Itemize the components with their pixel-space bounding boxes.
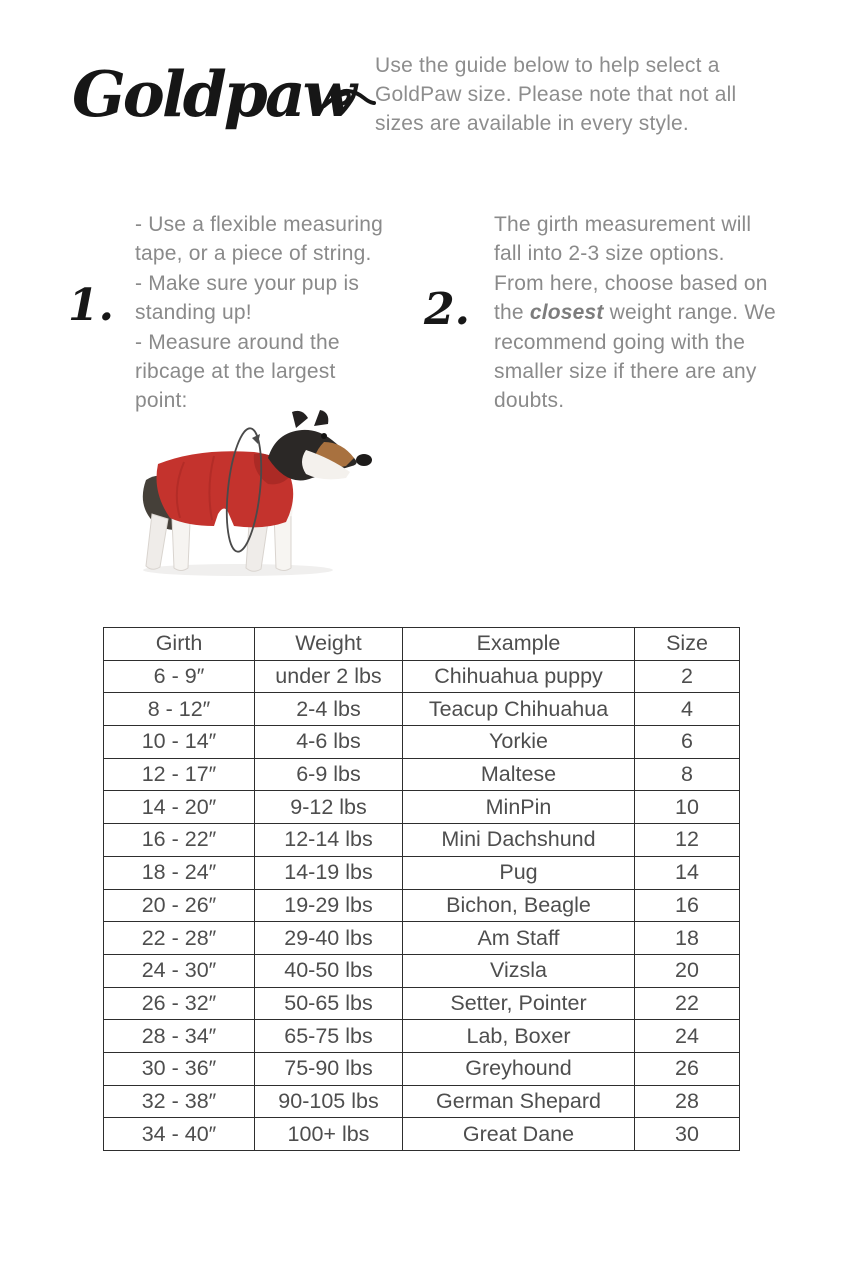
table-cell: 2 xyxy=(635,660,740,693)
table-row xyxy=(104,987,740,1020)
intro-text: Use the guide below to help select a GoldPaw size. Please note that not all sizes are available in every style. xyxy=(375,54,737,135)
dog-nose xyxy=(356,454,372,466)
dog-eye xyxy=(321,433,327,439)
table-row xyxy=(104,889,740,922)
table-cell: Am Staff xyxy=(403,922,635,955)
dog-rear-leg-near xyxy=(172,518,190,571)
table-cell: Great Dane xyxy=(403,1118,635,1151)
table-cell: 8 xyxy=(635,758,740,791)
size-table-header-row xyxy=(104,628,740,661)
goldpaw-logo xyxy=(66,34,376,149)
step-1-item: - Measure around the ribcage at the largest point: xyxy=(135,330,340,413)
table-cell: 16 xyxy=(635,889,740,922)
step-1-instructions xyxy=(135,210,390,416)
dog-rear-leg-far xyxy=(146,514,168,569)
table-cell: 24 xyxy=(635,1020,740,1053)
step-2-instructions xyxy=(494,210,780,416)
size-table xyxy=(103,627,740,1151)
step-1-item: - Use a flexible measuring tape, or a piece of string. xyxy=(135,213,383,266)
table-cell: Mini Dachshund xyxy=(403,824,635,857)
table-cell: Lab, Boxer xyxy=(403,1020,635,1053)
table-cell: 40-50 lbs xyxy=(255,954,403,987)
step-2-text-emphasis: closest xyxy=(529,301,604,325)
column-header-size: Size xyxy=(635,628,740,661)
table-cell: 26 - 32″ xyxy=(104,987,255,1020)
table-cell: Vizsla xyxy=(403,954,635,987)
size-table-body xyxy=(104,660,740,1150)
table-cell: 12-14 lbs xyxy=(255,824,403,857)
table-cell: Yorkie xyxy=(403,726,635,759)
table-row xyxy=(104,1052,740,1085)
table-cell: 18 - 24″ xyxy=(104,856,255,889)
table-cell: 4-6 lbs xyxy=(255,726,403,759)
table-cell: Greyhound xyxy=(403,1052,635,1085)
table-cell: 100+ lbs xyxy=(255,1118,403,1151)
goldpaw-logo-text: Goldpaw xyxy=(72,57,354,131)
table-cell: Chihuahua puppy xyxy=(403,660,635,693)
dog-illustration xyxy=(128,402,376,580)
dog-photo xyxy=(128,402,376,580)
table-cell: 20 xyxy=(635,954,740,987)
table-cell: 8 - 12″ xyxy=(104,693,255,726)
table-cell: Setter, Pointer xyxy=(403,987,635,1020)
table-cell: 26 xyxy=(635,1052,740,1085)
table-cell: Maltese xyxy=(403,758,635,791)
table-cell: 75-90 lbs xyxy=(255,1052,403,1085)
table-cell: 18 xyxy=(635,922,740,955)
table-row xyxy=(104,791,740,824)
table-cell: 14-19 lbs xyxy=(255,856,403,889)
table-cell: 2-4 lbs xyxy=(255,693,403,726)
table-cell: 32 - 38″ xyxy=(104,1085,255,1118)
table-row xyxy=(104,693,740,726)
table-cell: German Shepard xyxy=(403,1085,635,1118)
table-row xyxy=(104,1118,740,1151)
table-cell: 10 - 14″ xyxy=(104,726,255,759)
table-row xyxy=(104,660,740,693)
table-cell: under 2 lbs xyxy=(255,660,403,693)
table-row xyxy=(104,922,740,955)
column-header-weight: Weight xyxy=(255,628,403,661)
table-row xyxy=(104,856,740,889)
table-row xyxy=(104,1020,740,1053)
table-cell: 29-40 lbs xyxy=(255,922,403,955)
table-cell: Pug xyxy=(403,856,635,889)
column-header-example: Example xyxy=(403,628,635,661)
table-cell: 4 xyxy=(635,693,740,726)
dog-ear-far xyxy=(292,411,308,428)
step-2-text-pre: The girth measurement will fall into 2-3 size options. From here, choose based on the xyxy=(494,213,768,325)
table-cell: 90-105 lbs xyxy=(255,1085,403,1118)
table-cell: 28 xyxy=(635,1085,740,1118)
table-cell: 65-75 lbs xyxy=(255,1020,403,1053)
table-cell: 10 xyxy=(635,791,740,824)
table-row xyxy=(104,954,740,987)
table-cell: 14 - 20″ xyxy=(104,791,255,824)
table-cell: 6 - 9″ xyxy=(104,660,255,693)
table-cell: 14 xyxy=(635,856,740,889)
table-cell: 30 xyxy=(635,1118,740,1151)
table-cell: 12 - 17″ xyxy=(104,758,255,791)
table-cell: 9-12 lbs xyxy=(255,791,403,824)
column-header-girth: Girth xyxy=(104,628,255,661)
table-cell: 16 - 22″ xyxy=(104,824,255,857)
table-cell: 19-29 lbs xyxy=(255,889,403,922)
table-cell: 34 - 40″ xyxy=(104,1118,255,1151)
step-1-number: 1. xyxy=(68,280,114,331)
step-2-number: 2. xyxy=(424,284,470,335)
table-cell: Bichon, Beagle xyxy=(403,889,635,922)
table-row xyxy=(104,758,740,791)
table-cell: 22 - 28″ xyxy=(104,922,255,955)
table-cell: 50-65 lbs xyxy=(255,987,403,1020)
step-1-item: - Make sure your pup is standing up! xyxy=(135,271,360,325)
table-cell: 28 - 34″ xyxy=(104,1020,255,1053)
table-cell: Teacup Chihuahua xyxy=(403,693,635,726)
step-2-text-post: weight range. We recommend going with the smaller size if there are any doubts. xyxy=(494,301,776,413)
table-cell: 12 xyxy=(635,824,740,857)
table-cell: 24 - 30″ xyxy=(104,954,255,987)
table-cell: 6 xyxy=(635,726,740,759)
table-cell: 20 - 26″ xyxy=(104,889,255,922)
table-row xyxy=(104,1085,740,1118)
dog-ear-near xyxy=(314,410,328,426)
table-cell: MinPin xyxy=(403,791,635,824)
table-cell: 6-9 lbs xyxy=(255,758,403,791)
ground-shadow xyxy=(143,564,333,576)
table-row xyxy=(104,726,740,759)
goldpaw-logo-art xyxy=(66,34,376,149)
table-row xyxy=(104,824,740,857)
table-cell: 22 xyxy=(635,987,740,1020)
table-cell: 30 - 36″ xyxy=(104,1052,255,1085)
